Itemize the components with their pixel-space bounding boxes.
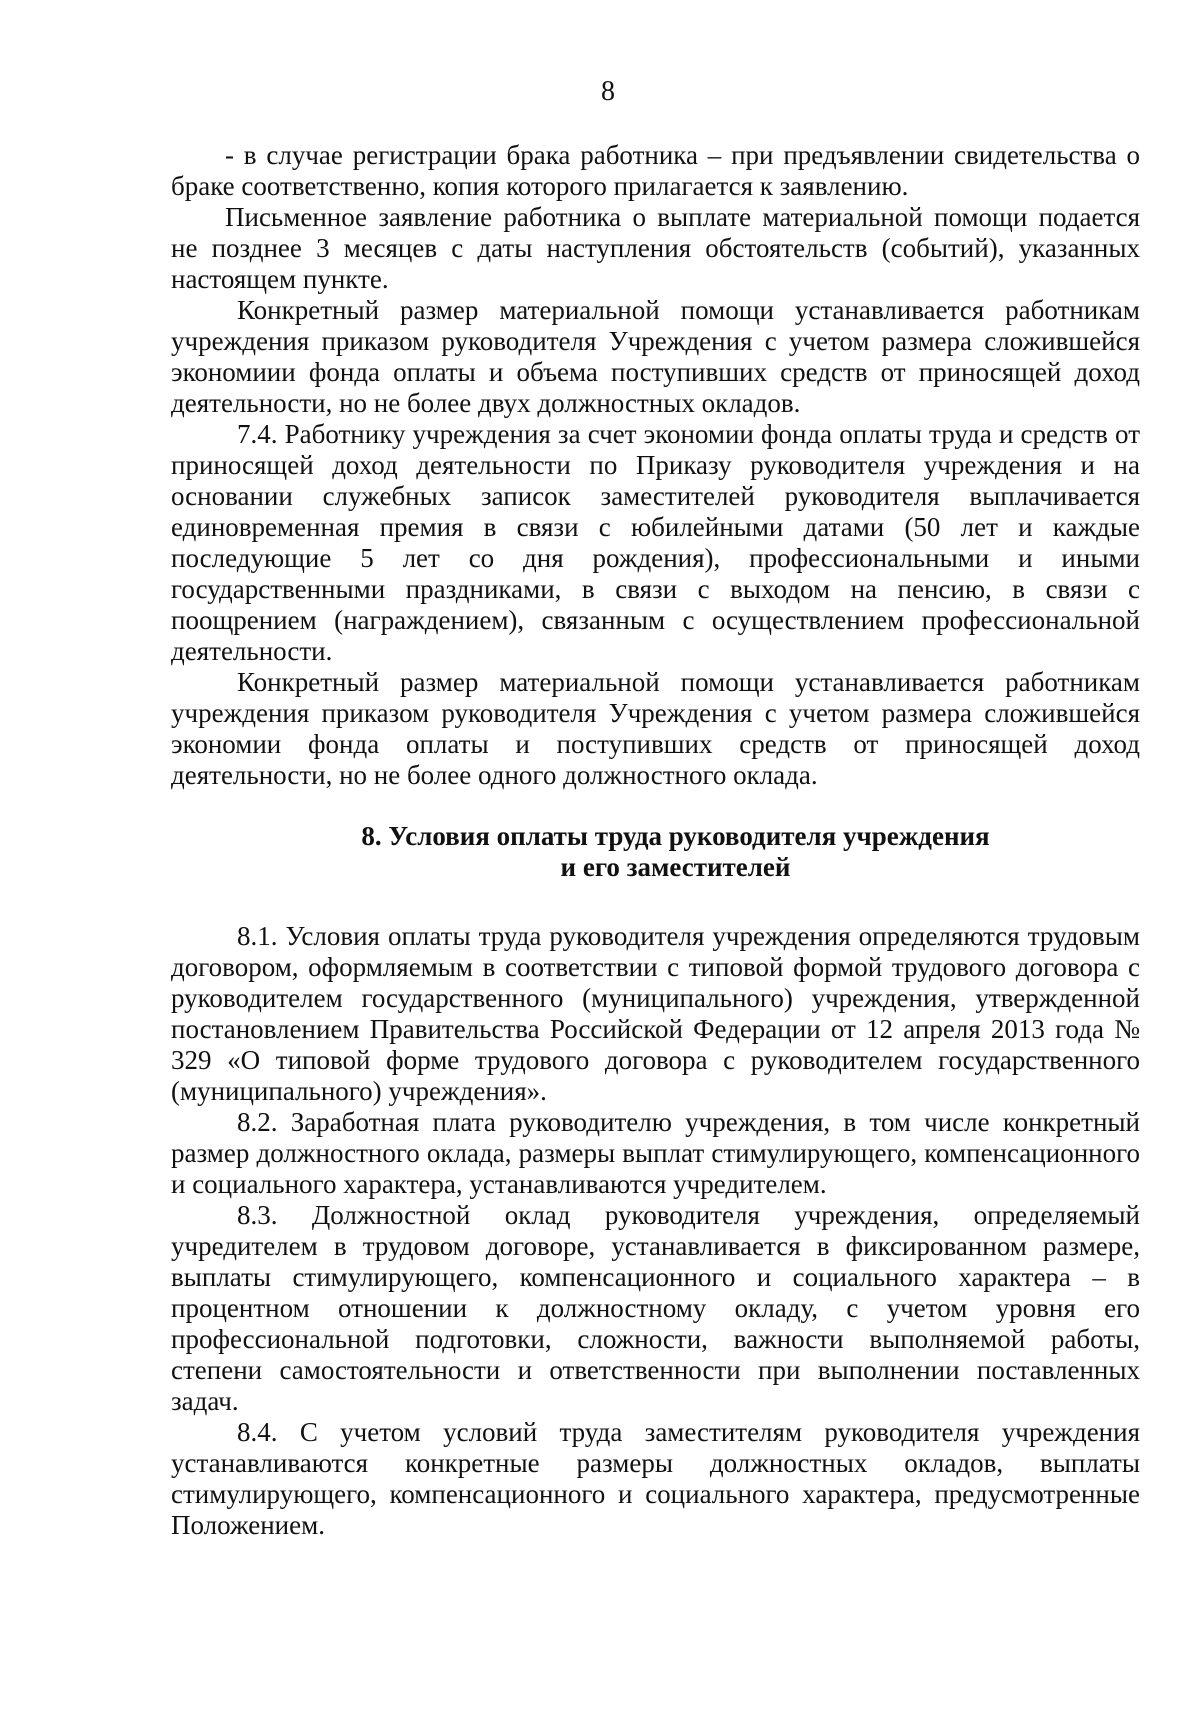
paragraph-marriage-registration: - в случае регистрации брака работника – при предъявлении свидетельства о браке соответственно, копия которого прилагается к заявлению. xyxy=(171,140,1140,201)
paragraph-8-2: 8.2. Заработная плата руководителю учреждения, в том числе конкретный размер должностного оклада, размеры выплат стимулирующего, компенсационного и социального характера, устанавливаются учредителем. xyxy=(171,1107,1140,1199)
paragraph-material-aid-amount: Конкретный размер материальной помощи устанавливается работникам учреждения приказом руководителя Учреждения с учетом размера сложившейся экономиии фонда оплаты и объема поступивших средств от приносящей доход деятельности, но не более двух должностных окладов. xyxy=(171,295,1140,418)
section-8-heading-line2: и его заместителей xyxy=(560,852,791,882)
paragraph-7-4: 7.4. Работнику учреждения за счет экономии фонда оплаты труда и средств от приносящей доход деятельности по Приказу руководителя учреждения и на основании служебных записок заместителей руководителя выплачивается единовременная премия в связи с юбилейными датами (50 лет и каждые последующие 5 лет со дня рождения), профессиональными и иными государственными праздниками, в связи с выходом на пенсию, в связи с поощрением (награждением), связанным с осуществлением профессиональной деятельности. xyxy=(171,419,1140,666)
section-8-heading xyxy=(171,821,1140,883)
paragraph-8-1: 8.1. Условия оплаты труда руководителя учреждения определяются трудовым договором, оформляемым в соответствии с типовой формой трудового договора с руководителем государственного (муниципального) учреждения, утвержденной постановлением Правительства Российской Федерации от 12 апреля 2013 года № 329 «О типовой форме трудового договора с руководителем государственного (муниципального) учреждения». xyxy=(171,921,1140,1106)
paragraph-material-aid-amount-2: Конкретный размер материальной помощи устанавливается работникам учреждения приказом руководителя Учреждения с учетом размера сложившейся экономии фонда оплаты и поступивших средств от приносящей доход деятельности, но не более одного должностного оклада. xyxy=(171,667,1140,790)
page-number: 8 xyxy=(601,76,615,107)
paragraph-8-4: 8.4. С учетом условий труда заместителям руководителя учреждения устанавливаются конкретные размеры должностных окладов, выплаты стимулирующего, компенсационного и социального характера, предусмотренные Положением. xyxy=(171,1417,1140,1540)
section-8-heading-line1: 8. Условия оплаты труда руководителя учреждения xyxy=(361,821,990,851)
document-body xyxy=(171,140,1140,1541)
paragraph-8-3: 8.3. Должностной оклад руководителя учреждения, определяемый учредителем в трудовом договоре, устанавливается в фиксированном размере, выплаты стимулирующего, компенсационного и социального характера – в процентном отношении к должностному окладу, с учетом уровня его профессиональной подготовки, сложности, важности выполняемой работы, степени самостоятельности и ответственности при выполнении поставленных задач. xyxy=(171,1200,1140,1416)
paragraph-written-application: Письменное заявление работника о выплате материальной помощи подается не позднее 3 месяцев с даты наступления обстоятельств (событий), указанных настоящем пункте. xyxy=(171,202,1140,294)
